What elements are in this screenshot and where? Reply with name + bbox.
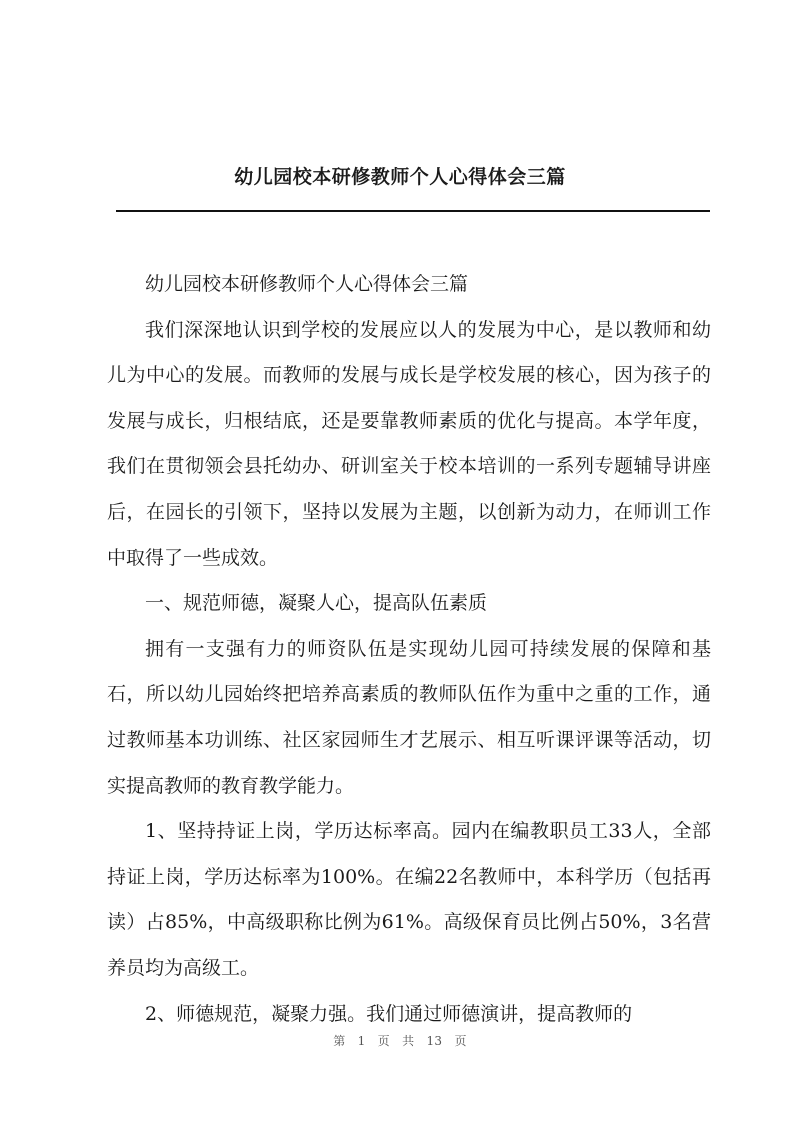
title-underline-divider [116, 210, 710, 212]
paragraph-item-2: 2、师德规范，凝聚力强。我们通过师德演讲，提高教师的 [145, 1002, 633, 1025]
page-number-footer: 第 1 页 共 13 页 [333, 1034, 467, 1048]
document-body [107, 262, 711, 1037]
paragraph-intro: 我们深深地认识到学校的发展应以人的发展为中心，是以教师和幼儿为中心的发展。而教师的发展与成长是学校发展的核心，因为孩子的发展与成长，归根结底，还是要靠教师素质的优化与提高。本学年度，我们在贯彻领会县托幼办、研训室关于校本培训的一系列专题辅导讲座后，在园长的引领下，坚持以发展为主题，以创新为动力，在师训工作中取得了一些成效。 [107, 318, 711, 569]
paragraph-item-1: 1、坚持持证上岗，学历达标率高。园内在编教职员工33人，全部持证上岗，学历达标率为100%。在编22名教师中，本科学历（包括再读）占85%，中高级职称比例为61%。高级保育员比例占50%，3名营养员均为高级工。 [107, 820, 711, 979]
document-title: 幼儿园校本研修教师个人心得体会三篇 [234, 166, 566, 188]
paragraph-section-1: 拥有一支强有力的师资队伍是实现幼儿园可持续发展的保障和基石，所以幼儿园始终把培养高素质的教师队伍作为重中之重的工作，通过教师基本功训练、社区家园师生才艺展示、相互听课评课等活动，切实提高教师的教育教学能力。 [107, 637, 711, 797]
section-heading-1: 一、规范师德，凝聚人心，提高队伍素质 [145, 592, 488, 615]
paragraph-heading: 幼儿园校本研修教师个人心得体会三篇 [145, 273, 469, 295]
